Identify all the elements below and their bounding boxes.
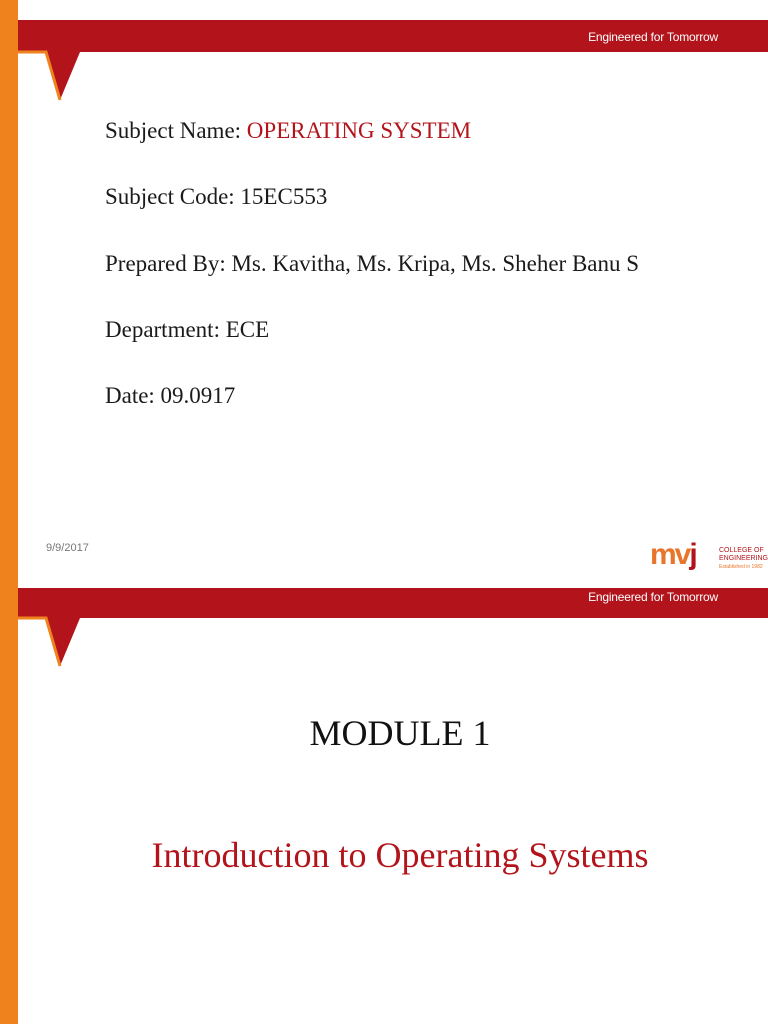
- logo-text-established: Established in 1982: [719, 564, 763, 570]
- college-logo: [650, 538, 768, 576]
- date-line: Date: 09.0917: [105, 383, 236, 408]
- header-tagline: Engineered for Tomorrow: [588, 30, 718, 44]
- logo-text-engineering: ENGINEERING: [719, 555, 768, 562]
- prepared-by-line: Prepared By: Ms. Kavitha, Ms. Kripa, Ms. Sheher Banu S: [105, 251, 640, 276]
- footer-date: 9/9/2017: [46, 542, 89, 554]
- subject-name-line: [105, 118, 471, 144]
- module-subtitle: Introduction to Operating Systems: [151, 835, 649, 875]
- department-line: Department: ECE: [105, 317, 270, 342]
- module-title: MODULE 1: [309, 713, 491, 753]
- module-slide: [0, 576, 768, 1024]
- logo-mark: mvj: [650, 538, 696, 571]
- subject-name-value: OPERATING SYSTEM: [246, 118, 472, 143]
- slide-background-decoration: [0, 576, 768, 1024]
- subject-code-line: Subject Code: 15EC553: [105, 184, 328, 209]
- logo-text-college: COLLEGE OF: [719, 547, 764, 554]
- subject-name-label: Subject Name:: [105, 118, 247, 143]
- header-tagline: Engineered for Tomorrow: [588, 590, 718, 604]
